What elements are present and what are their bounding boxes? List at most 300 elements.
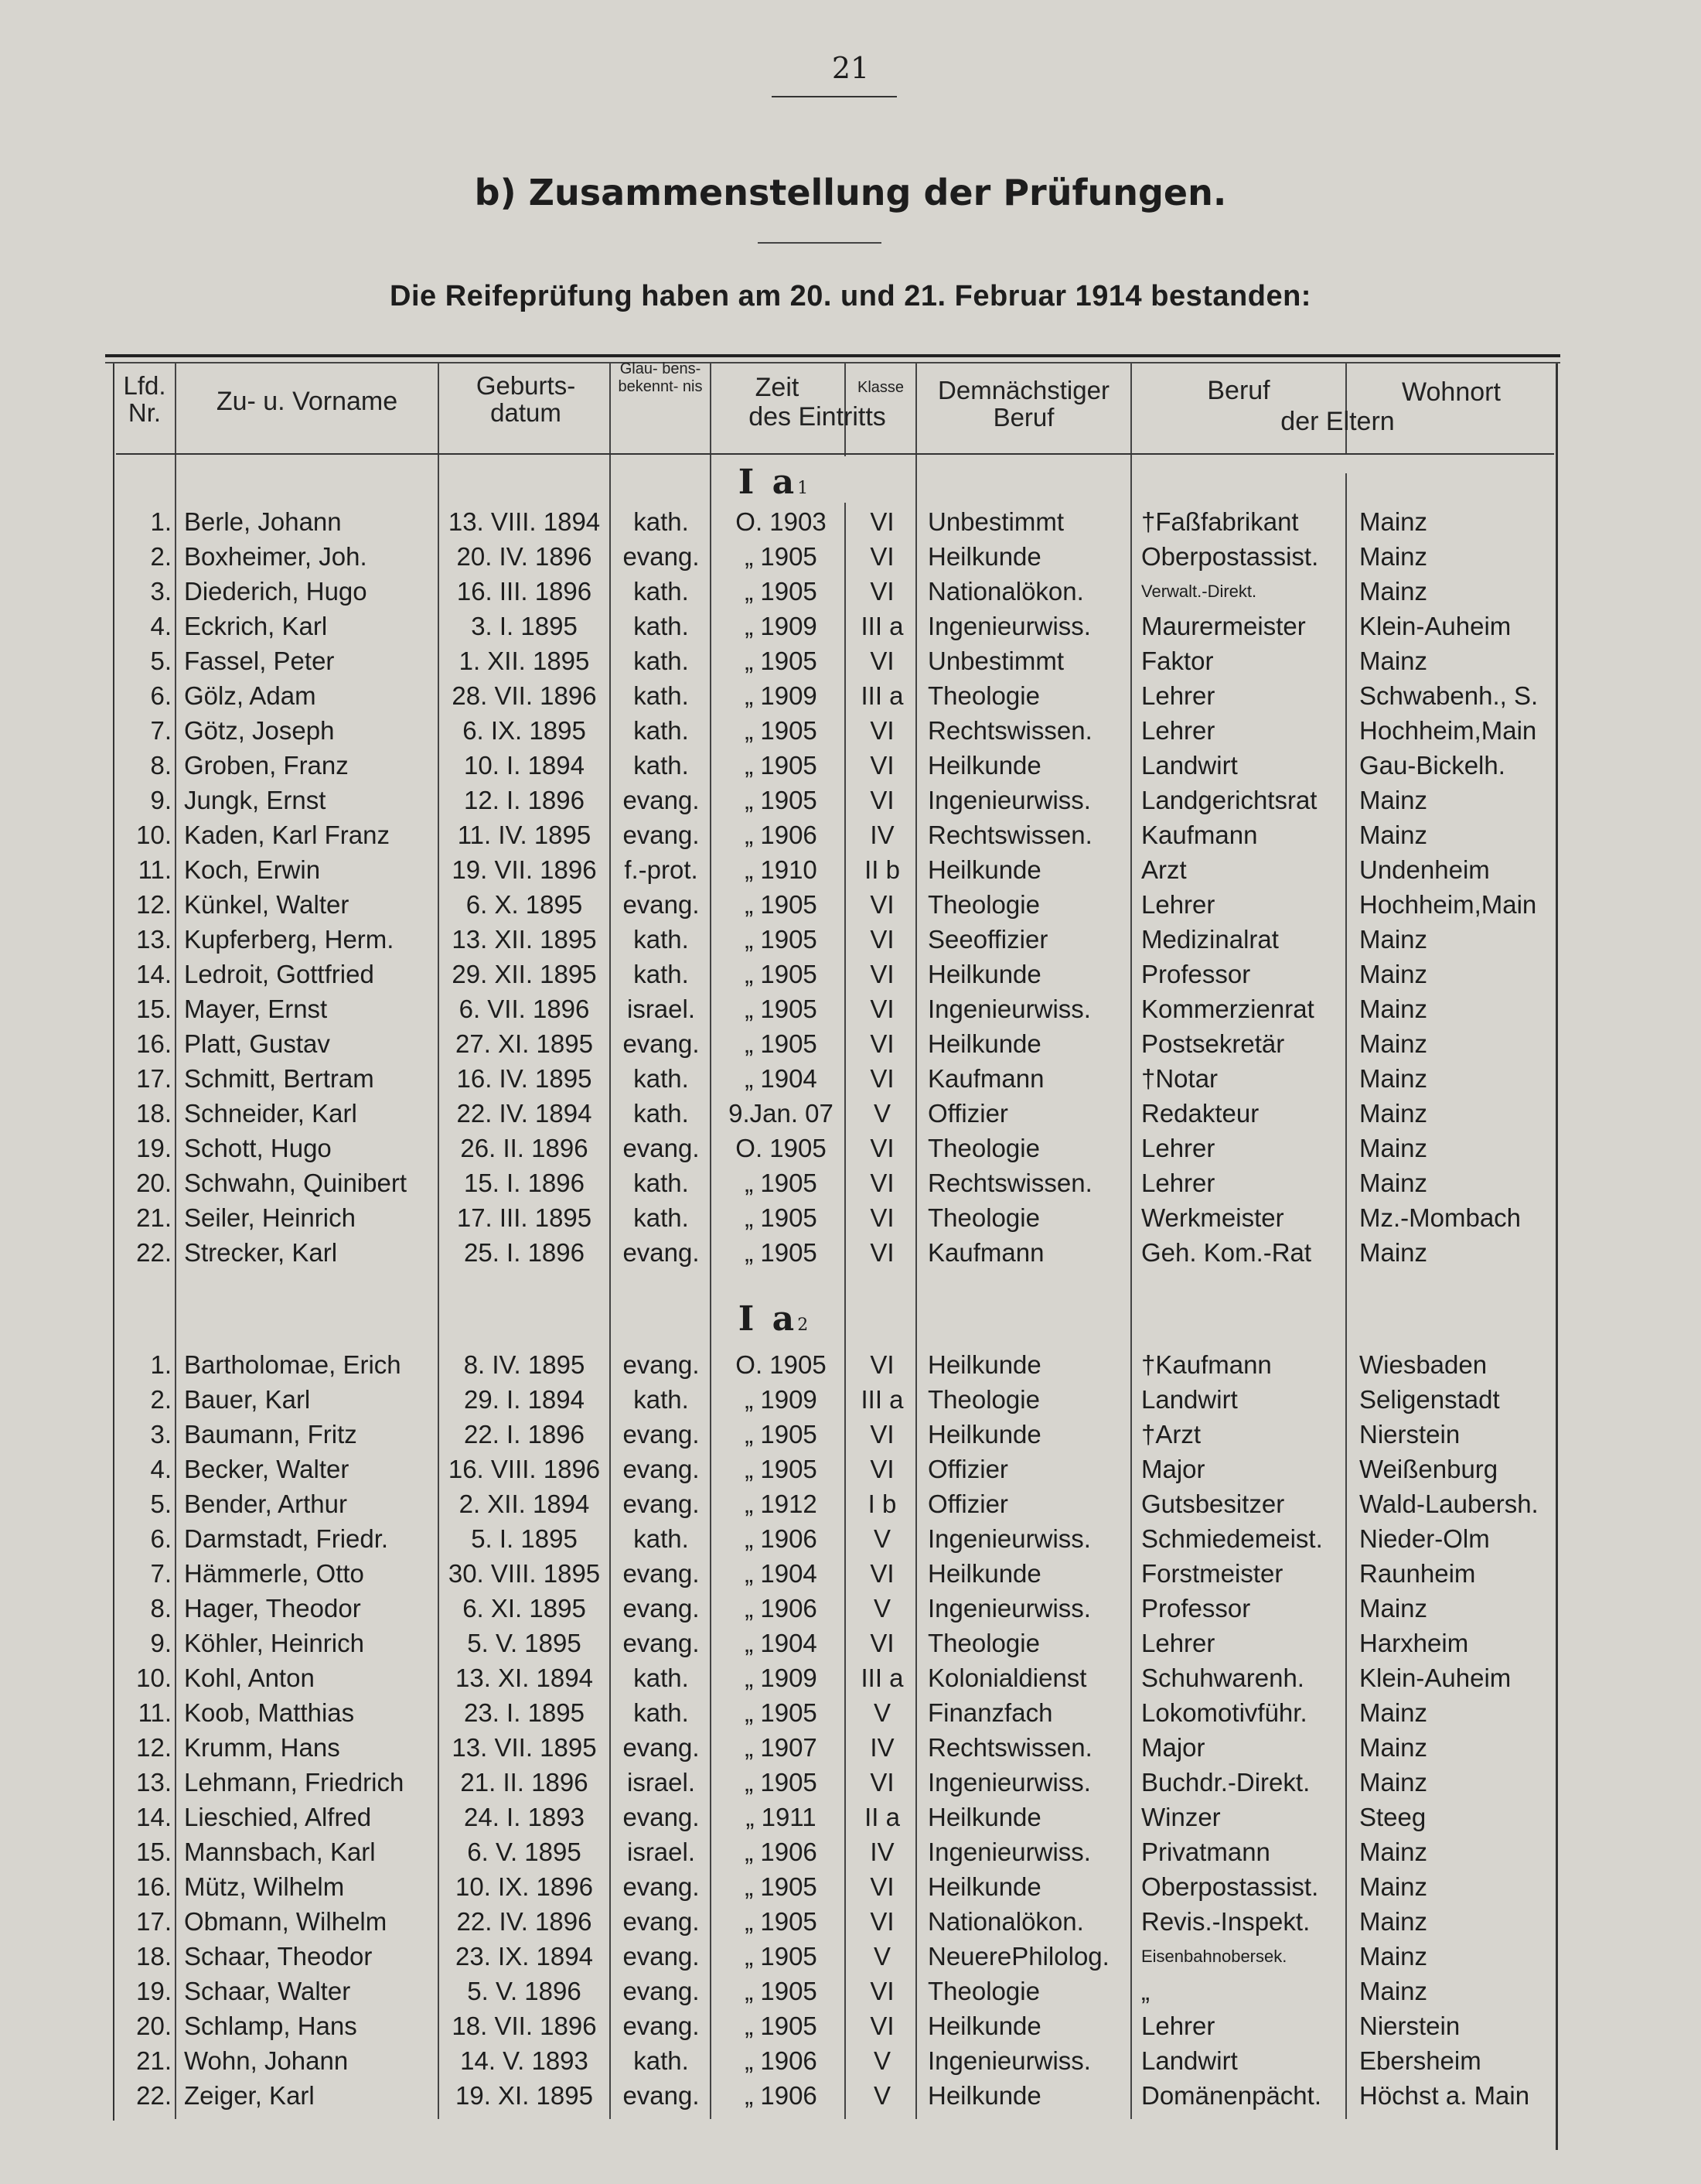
parent-occupation-cell: Revis.-Inspekt. [1141, 1907, 1311, 1936]
residence-cell: Mainz [1359, 1029, 1428, 1058]
parent-occupation-cell: Winzer [1141, 1803, 1221, 1831]
row-number-cell: 18. [136, 1099, 172, 1128]
residence-cell: Raunheim [1359, 1559, 1476, 1588]
confession-cell: evang. [622, 786, 700, 814]
residence-cell: Nierstein [1359, 2012, 1461, 2040]
entry-time-cell: „ 1909 [745, 1385, 817, 1414]
confession-cell: kath. [633, 681, 689, 710]
parent-occupation-cell: †Arzt [1141, 1420, 1202, 1449]
entry-class-cell: VI [870, 647, 895, 675]
birth-date-cell: 11. IV. 1895 [457, 821, 591, 849]
residence-cell: Steeg [1359, 1803, 1427, 1831]
confession-cell: evang. [622, 1350, 700, 1379]
table-row [0, 713, 1701, 748]
birth-date-cell: 6. VII. 1896 [458, 995, 590, 1023]
future-career-cell: Heilkunde [928, 855, 1041, 884]
parent-occupation-cell: Oberpostassist. [1141, 1872, 1319, 1901]
parent-occupation-cell: Eisenbahnobersek. [1141, 1947, 1287, 1966]
future-career-cell: Heilkunde [928, 751, 1041, 780]
entry-time-cell: „ 1905 [745, 1698, 817, 1727]
entry-class-cell: III a [861, 681, 904, 710]
student-name-cell: Götz, Joseph [184, 716, 335, 745]
future-career-cell: Unbestimmt [928, 647, 1065, 675]
row-number-cell: 5. [150, 1490, 172, 1518]
table-row [0, 1800, 1701, 1834]
table-row [0, 1131, 1701, 1165]
birth-date-cell: 30. VIII. 1895 [448, 1559, 601, 1588]
entry-time-cell: „ 1905 [745, 1872, 817, 1901]
parent-occupation-cell: Lehrer [1141, 1169, 1215, 1197]
birth-date-cell: 6. X. 1895 [465, 890, 583, 919]
student-name-cell: Kohl, Anton [184, 1664, 315, 1692]
entry-time-cell: „ 1906 [745, 821, 817, 849]
entry-class-cell: VI [870, 1203, 895, 1232]
header-confession: Glau- bens- bekennt- nis [618, 360, 703, 395]
residence-cell: Mainz [1359, 821, 1428, 849]
entry-class-cell: VI [870, 542, 895, 571]
header-parents-joint: der Eltern [1280, 407, 1395, 436]
row-number-cell: 7. [150, 716, 172, 745]
parent-occupation-cell: Buchdr.-Direkt. [1141, 1768, 1311, 1797]
parent-occupation-cell: Privatmann [1141, 1838, 1270, 1866]
parent-occupation-cell: „ [1141, 1977, 1150, 2005]
row-number-cell: 19. [136, 1977, 172, 2005]
confession-cell: evang. [622, 1803, 700, 1831]
entry-class-cell: V [873, 2081, 891, 2110]
student-name-cell: Schott, Hugo [184, 1134, 332, 1162]
entry-time-cell: „ 1905 [745, 1768, 817, 1797]
entry-class-cell: VI [870, 1064, 895, 1093]
residence-cell: Mainz [1359, 542, 1428, 571]
residence-cell: Mainz [1359, 1594, 1428, 1623]
table-row [0, 1939, 1701, 1974]
residence-cell: Ebersheim [1359, 2046, 1481, 2075]
entry-time-cell: „ 1905 [745, 890, 817, 919]
entry-class-cell: VI [870, 716, 895, 745]
confession-cell: evang. [622, 890, 700, 919]
parent-occupation-cell: Landwirt [1141, 751, 1238, 780]
confession-cell: evang. [622, 1029, 700, 1058]
entry-class-cell: VI [870, 786, 895, 814]
birth-date-cell: 15. I. 1896 [464, 1169, 585, 1197]
row-number-cell: 13. [136, 1768, 172, 1797]
student-name-cell: Strecker, Karl [184, 1238, 338, 1267]
confession-cell: evang. [622, 1733, 700, 1762]
birth-date-cell: 6. XI. 1895 [462, 1594, 586, 1623]
parent-occupation-cell: †Faßfabrikant [1141, 507, 1299, 536]
entry-time-cell: „ 1905 [745, 1977, 817, 2005]
confession-cell: kath. [633, 1099, 689, 1128]
parent-occupation-cell: Werkmeister [1141, 1203, 1284, 1232]
future-career-cell: Rechtswissen. [928, 821, 1093, 849]
entry-time-cell: O. 1905 [735, 1134, 827, 1162]
parent-occupation-cell: Forstmeister [1141, 1559, 1283, 1588]
entry-time-cell: „ 1906 [745, 1838, 817, 1866]
student-name-cell: Obmann, Wilhelm [184, 1907, 387, 1936]
confession-cell: kath. [633, 1064, 689, 1093]
row-number-cell: 1. [150, 1350, 172, 1379]
confession-cell: evang. [622, 1977, 700, 2005]
table-row [0, 643, 1701, 678]
table-row [0, 887, 1701, 922]
birth-date-cell: 29. I. 1894 [464, 1385, 585, 1414]
confession-cell: evang. [622, 2012, 700, 2040]
residence-cell: Mainz [1359, 1907, 1428, 1936]
table-row [0, 1660, 1701, 1695]
table-row [0, 1591, 1701, 1626]
table-row [0, 1096, 1701, 1131]
confession-cell: kath. [633, 1169, 689, 1197]
parent-occupation-cell: Lehrer [1141, 681, 1215, 710]
confession-cell: kath. [633, 960, 689, 988]
entry-time-cell: „ 1909 [745, 612, 817, 640]
row-number-cell: 13. [136, 925, 172, 954]
parent-occupation-cell: Lokomotivführ. [1141, 1698, 1307, 1727]
future-career-cell: Heilkunde [928, 2012, 1041, 2040]
row-number-cell: 1. [150, 507, 172, 536]
student-name-cell: Bauer, Karl [184, 1385, 311, 1414]
entry-class-cell: VI [870, 1872, 895, 1901]
header-parent-occupation: Beruf [1207, 376, 1270, 405]
student-name-cell: Ledroit, Gottfried [184, 960, 374, 988]
student-name-cell: Baumann, Fritz [184, 1420, 357, 1449]
parent-occupation-cell: †Notar [1141, 1064, 1219, 1093]
entry-time-cell: „ 1905 [745, 925, 817, 954]
confession-cell: israel. [626, 1768, 696, 1797]
table-row [0, 574, 1701, 609]
student-name-cell: Gölz, Adam [184, 681, 316, 710]
residence-cell: Hochheim,Main [1359, 716, 1537, 745]
future-career-cell: Ingenieurwiss. [928, 1594, 1091, 1623]
entry-time-cell: „ 1905 [745, 1942, 817, 1971]
row-number-cell: 18. [136, 1942, 172, 1971]
student-name-cell: Künkel, Walter [184, 890, 349, 919]
row-number-cell: 6. [150, 681, 172, 710]
row-number-cell: 6. [150, 1524, 172, 1553]
parent-occupation-cell: Arzt [1141, 855, 1187, 884]
birth-date-cell: 19. VII. 1896 [452, 855, 597, 884]
future-career-cell: Rechtswissen. [928, 1169, 1093, 1197]
table-row [0, 2008, 1701, 2043]
row-number-cell: 20. [136, 1169, 172, 1197]
future-career-cell: Ingenieurwiss. [928, 1524, 1091, 1553]
student-name-cell: Lieschied, Alfred [184, 1803, 372, 1831]
future-career-cell: Theologie [928, 890, 1040, 919]
residence-cell: Weißenburg [1359, 1455, 1498, 1483]
parent-occupation-cell: Major [1141, 1733, 1205, 1762]
table-row [0, 1200, 1701, 1235]
future-career-cell: Kaufmann [928, 1064, 1045, 1093]
table-body-ia2 [0, 1347, 1701, 2113]
parent-occupation-cell: Landwirt [1141, 2046, 1238, 2075]
entry-time-cell: „ 1905 [745, 960, 817, 988]
table-row [0, 1417, 1701, 1452]
future-career-cell: Ingenieurwiss. [928, 995, 1091, 1023]
residence-cell: Mainz [1359, 577, 1428, 606]
student-name-cell: Kaden, Karl Franz [184, 821, 390, 849]
table-row [0, 957, 1701, 991]
student-name-cell: Wohn, Johann [184, 2046, 349, 2075]
birth-date-cell: 13. VIII. 1894 [448, 507, 601, 536]
entry-class-cell: VI [870, 890, 895, 919]
entry-class-cell: III a [861, 1385, 904, 1414]
confession-cell: kath. [633, 612, 689, 640]
row-number-cell: 12. [136, 890, 172, 919]
residence-cell: Wald-Laubersh. [1359, 1490, 1539, 1518]
confession-cell: evang. [622, 821, 700, 849]
student-name-cell: Boxheimer, Joh. [184, 542, 367, 571]
parent-occupation-cell: †Kaufmann [1141, 1350, 1272, 1379]
residence-cell: Mainz [1359, 960, 1428, 988]
entry-time-cell: „ 1905 [745, 1420, 817, 1449]
student-name-cell: Groben, Franz [184, 751, 349, 780]
row-number-cell: 11. [138, 1698, 172, 1727]
residence-cell: Mainz [1359, 507, 1428, 536]
row-number-cell: 20. [136, 2012, 172, 2040]
future-career-cell: Nationalökon. [928, 1907, 1084, 1936]
residence-cell: Hochheim,Main [1359, 890, 1537, 919]
table-row [0, 1347, 1701, 1382]
entry-class-cell: II b [864, 855, 900, 884]
parent-occupation-cell: Faktor [1141, 647, 1214, 675]
birth-date-cell: 5. I. 1895 [471, 1524, 578, 1553]
future-career-cell: Heilkunde [928, 542, 1041, 571]
entry-time-cell: O. 1903 [735, 507, 827, 536]
table-row [0, 678, 1701, 713]
confession-cell: kath. [633, 577, 689, 606]
student-name-cell: Schwahn, Quinibert [184, 1169, 407, 1197]
entry-class-cell: III a [861, 1664, 904, 1692]
future-career-cell: Theologie [928, 1385, 1040, 1414]
row-number-cell: 19. [136, 1134, 172, 1162]
entry-time-cell: „ 1909 [745, 681, 817, 710]
row-number-cell: 7. [150, 1559, 172, 1588]
confession-cell: evang. [622, 1872, 700, 1901]
entry-time-cell: „ 1905 [745, 751, 817, 780]
residence-cell: Undenheim [1359, 855, 1490, 884]
confession-cell: evang. [622, 1629, 700, 1657]
confession-cell: kath. [633, 647, 689, 675]
birth-date-cell: 8. IV. 1895 [463, 1350, 585, 1379]
birth-date-cell: 22. IV. 1894 [456, 1099, 592, 1128]
residence-cell: Mainz [1359, 1238, 1428, 1267]
parent-occupation-cell: Geh. Kom.-Rat [1141, 1238, 1312, 1267]
confession-cell: kath. [633, 1385, 689, 1414]
birth-date-cell: 10. IX. 1896 [455, 1872, 593, 1901]
entry-time-cell: „ 1905 [745, 542, 817, 571]
row-number-cell: 4. [150, 1455, 172, 1483]
future-career-cell: Ingenieurwiss. [928, 1838, 1091, 1866]
entry-time-cell: „ 1904 [745, 1629, 817, 1657]
confession-cell: kath. [633, 1203, 689, 1232]
birth-date-cell: 2. XII. 1894 [458, 1490, 590, 1518]
page-number-rule [772, 96, 897, 97]
row-number-cell: 21. [136, 2046, 172, 2075]
parent-occupation-cell: Lehrer [1141, 1134, 1215, 1162]
student-name-cell: Lehmann, Friedrich [184, 1768, 404, 1797]
entry-class-cell: V [873, 1942, 891, 1971]
birth-date-cell: 16. VIII. 1896 [448, 1455, 601, 1483]
student-name-cell: Schaar, Theodor [184, 1942, 373, 1971]
entry-class-cell: VI [870, 1420, 895, 1449]
header-nr: Lfd. Nr. [123, 371, 166, 427]
confession-cell: evang. [622, 1455, 700, 1483]
entry-class-cell: V [873, 2046, 891, 2075]
entry-class-cell: VI [870, 1559, 895, 1588]
entry-time-cell: „ 1905 [745, 1238, 817, 1267]
confession-cell: evang. [622, 2081, 700, 2110]
table-row [0, 1521, 1701, 1556]
birth-date-cell: 17. III. 1895 [456, 1203, 592, 1232]
entry-class-cell: VI [870, 2012, 895, 2040]
entry-class-cell: VI [870, 577, 895, 606]
confession-cell: evang. [622, 1907, 700, 1936]
student-name-cell: Berle, Johann [184, 507, 342, 536]
confession-cell: evang. [622, 1420, 700, 1449]
table-row [0, 2043, 1701, 2078]
future-career-cell: Ingenieurwiss. [928, 1768, 1091, 1797]
student-name-cell: Becker, Walter [184, 1455, 349, 1483]
header-career: Demnächstiger Beruf [938, 376, 1110, 432]
entry-class-cell: I b [868, 1490, 897, 1518]
future-career-cell: Heilkunde [928, 1803, 1041, 1831]
student-name-cell: Hämmerle, Otto [184, 1559, 364, 1588]
confession-cell: kath. [633, 1698, 689, 1727]
table-body-ia1 [0, 504, 1701, 1270]
residence-cell: Nieder-Olm [1359, 1524, 1490, 1553]
future-career-cell: Nationalökon. [928, 577, 1084, 606]
entry-class-cell: VI [870, 1134, 895, 1162]
table-row [0, 1026, 1701, 1061]
entry-time-cell: „ 1906 [745, 2081, 817, 2110]
row-number-cell: 2. [150, 542, 172, 571]
birth-date-cell: 28. VII. 1896 [452, 681, 597, 710]
future-career-cell: Theologie [928, 1629, 1040, 1657]
residence-cell: Mainz [1359, 1169, 1428, 1197]
parent-occupation-cell: Kaufmann [1141, 821, 1258, 849]
row-number-cell: 16. [136, 1029, 172, 1058]
entry-class-cell: IV [870, 1838, 895, 1866]
row-number-cell: 15. [136, 995, 172, 1023]
table-row [0, 852, 1701, 887]
residence-cell: Mainz [1359, 1698, 1428, 1727]
entry-class-cell: V [873, 1594, 891, 1623]
residence-cell: Seligenstadt [1359, 1385, 1500, 1414]
residence-cell: Mainz [1359, 1942, 1428, 1971]
table-top-rule-thin [105, 362, 1560, 363]
entry-time-cell: „ 1904 [745, 1064, 817, 1093]
birth-date-cell: 10. I. 1894 [464, 751, 585, 780]
row-number-cell: 9. [150, 786, 172, 814]
divider [758, 242, 881, 244]
table-row [0, 1452, 1701, 1486]
row-number-cell: 10. [136, 821, 172, 849]
table-row [0, 2078, 1701, 2113]
confession-cell: evang. [622, 1134, 700, 1162]
table-row [0, 748, 1701, 783]
birth-date-cell: 27. XI. 1895 [455, 1029, 593, 1058]
student-name-cell: Bender, Arthur [184, 1490, 347, 1518]
birth-date-cell: 29. XII. 1895 [452, 960, 597, 988]
table-row [0, 1834, 1701, 1869]
student-name-cell: Schneider, Karl [184, 1099, 357, 1128]
entry-class-cell: VI [870, 1907, 895, 1936]
future-career-cell: Heilkunde [928, 1350, 1041, 1379]
entry-class-cell: VI [870, 507, 895, 536]
future-career-cell: Theologie [928, 1203, 1040, 1232]
parent-occupation-cell: Gutsbesitzer [1141, 1490, 1285, 1518]
entry-class-cell: V [873, 1099, 891, 1128]
table-row [0, 1904, 1701, 1939]
row-number-cell: 3. [150, 577, 172, 606]
student-name-cell: Fassel, Peter [184, 647, 335, 675]
student-name-cell: Koch, Erwin [184, 855, 321, 884]
entry-class-cell: VI [870, 1169, 895, 1197]
table-row [0, 1235, 1701, 1270]
row-number-cell: 4. [150, 612, 172, 640]
table-row [0, 1695, 1701, 1730]
student-name-cell: Seiler, Heinrich [184, 1203, 356, 1232]
row-number-cell: 22. [136, 2081, 172, 2110]
parent-occupation-cell: Lehrer [1141, 716, 1215, 745]
row-number-cell: 14. [136, 960, 172, 988]
entry-time-cell: „ 1904 [745, 1559, 817, 1588]
birth-date-cell: 19. XI. 1895 [455, 2081, 593, 2110]
table-row [0, 783, 1701, 817]
header-name: Zu- u. Vorname [216, 387, 398, 416]
student-name-cell: Schmitt, Bertram [184, 1064, 374, 1093]
future-career-cell: Offizier [928, 1099, 1008, 1128]
entry-time-cell: „ 1906 [745, 2046, 817, 2075]
birth-date-cell: 20. IV. 1896 [456, 542, 592, 571]
entry-time-cell: „ 1911 [745, 1803, 816, 1831]
student-name-cell: Mütz, Wilhelm [184, 1872, 345, 1901]
entry-time-cell: „ 1906 [745, 1594, 817, 1623]
entry-time-cell: „ 1905 [745, 995, 817, 1023]
parent-occupation-cell: Major [1141, 1455, 1205, 1483]
residence-cell: Wiesbaden [1359, 1350, 1488, 1379]
student-name-cell: Darmstadt, Friedr. [184, 1524, 389, 1553]
future-career-cell: Rechtswissen. [928, 716, 1093, 745]
residence-cell: Schwabenh., S. [1359, 681, 1539, 710]
row-number-cell: 15. [136, 1838, 172, 1866]
birth-date-cell: 6. IX. 1895 [462, 716, 586, 745]
birth-date-cell: 1. XII. 1895 [458, 647, 590, 675]
student-name-cell: Schlamp, Hans [184, 2012, 357, 2040]
entry-class-cell: II a [864, 1803, 900, 1831]
confession-cell: kath. [633, 716, 689, 745]
entry-class-cell: VI [870, 751, 895, 780]
exam-subtitle: Die Reifeprüfung haben am 20. und 21. Februar 1914 bestanden: [390, 280, 1311, 312]
header-rule [116, 453, 1554, 455]
row-number-cell: 12. [136, 1733, 172, 1762]
table-row [0, 991, 1701, 1026]
row-number-cell: 11. [138, 855, 172, 884]
parent-occupation-cell: Landgerichtsrat [1141, 786, 1318, 814]
table-row [0, 1626, 1701, 1660]
entry-class-cell: VI [870, 1455, 895, 1483]
entry-class-cell: V [873, 1524, 891, 1553]
header-residence: Wohnort [1402, 377, 1501, 407]
table-row [0, 1730, 1701, 1765]
parent-occupation-cell: Redakteur [1141, 1099, 1260, 1128]
student-name-cell: Krumm, Hans [184, 1733, 340, 1762]
future-career-cell: NeuerePhilolog. [928, 1942, 1110, 1971]
entry-time-cell: „ 1906 [745, 1524, 817, 1553]
entry-time-cell: „ 1905 [745, 786, 817, 814]
future-career-cell: Theologie [928, 1134, 1040, 1162]
confession-cell: kath. [633, 1664, 689, 1692]
